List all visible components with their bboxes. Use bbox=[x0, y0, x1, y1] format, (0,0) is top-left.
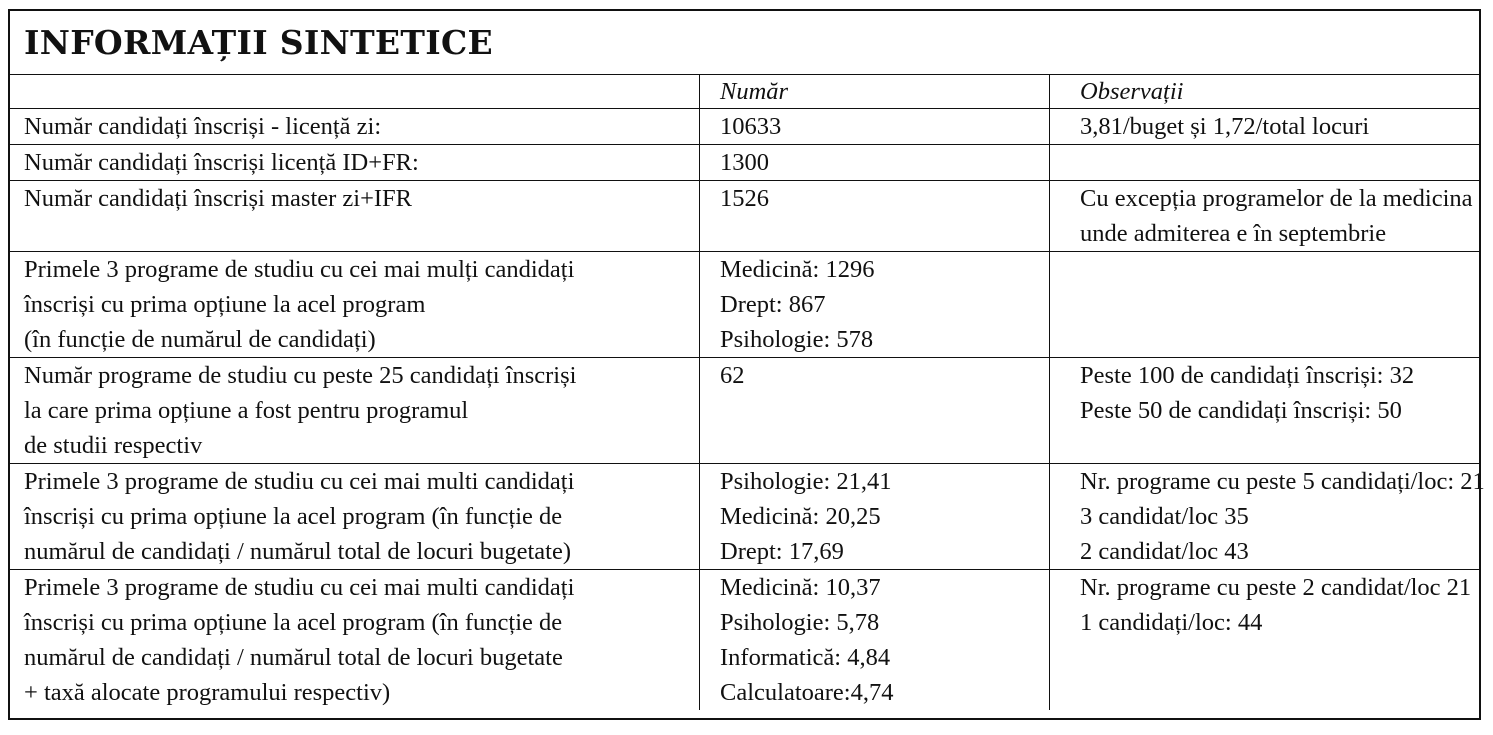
cell-line: 1300 bbox=[720, 149, 769, 176]
cell-line: Peste 100 de candidați înscriși: 32 bbox=[1080, 362, 1415, 389]
cell-line: Informatică: 4,84 bbox=[720, 644, 891, 671]
cell-line: 10633 bbox=[720, 113, 782, 140]
cell-number bbox=[700, 464, 1050, 570]
cell-label bbox=[10, 145, 700, 181]
cell-line: Cu excepția programelor de la medicina bbox=[1080, 185, 1473, 212]
cell-line: unde admiterea e în septembrie bbox=[1080, 220, 1387, 247]
cell-line: Drept: 867 bbox=[720, 291, 826, 318]
cell-observations bbox=[1050, 252, 1480, 358]
cell-line: Număr programe de studiu cu peste 25 candidați înscriși bbox=[24, 362, 577, 389]
cell-label bbox=[10, 464, 700, 570]
table-row bbox=[10, 109, 1479, 145]
table-header-row bbox=[10, 75, 1479, 109]
cell-line: numărul de candidați / numărul total de locuri bugetate) bbox=[24, 538, 571, 565]
synthetic-info-table bbox=[10, 75, 1485, 710]
cell-observations bbox=[1050, 109, 1480, 145]
header-cell-number: Număr bbox=[700, 75, 1050, 109]
cell-line: 1526 bbox=[720, 185, 769, 212]
cell-observations bbox=[1050, 145, 1480, 181]
cell-line: Primele 3 programe de studiu cu cei mai multi candidați bbox=[24, 468, 575, 495]
cell-line: Psihologie: 5,78 bbox=[720, 609, 880, 636]
cell-number bbox=[700, 252, 1050, 358]
cell-line: 2 candidat/loc 43 bbox=[1080, 538, 1249, 565]
header-cell-observations: Observații bbox=[1050, 75, 1480, 109]
cell-line: Nr. programe cu peste 2 candidat/loc 21 bbox=[1080, 574, 1472, 601]
cell-label bbox=[10, 570, 700, 711]
cell-number bbox=[700, 109, 1050, 145]
table-row bbox=[10, 252, 1479, 358]
table-row bbox=[10, 145, 1479, 181]
cell-label bbox=[10, 181, 700, 252]
cell-line: (în funcție de numărul de candidați) bbox=[24, 326, 376, 353]
cell-line: Psihologie: 21,41 bbox=[720, 468, 892, 495]
cell-line: Medicină: 1296 bbox=[720, 256, 875, 283]
cell-line: 3,81/buget și 1,72/total locuri bbox=[1080, 113, 1370, 140]
cell-label bbox=[10, 252, 700, 358]
cell-line: înscriși cu prima opțiune la acel program bbox=[24, 291, 426, 318]
cell-number bbox=[700, 358, 1050, 464]
cell-label bbox=[10, 109, 700, 145]
cell-line: Calculatoare:4,74 bbox=[720, 679, 894, 706]
cell-line: Psihologie: 578 bbox=[720, 326, 874, 353]
cell-number bbox=[700, 570, 1050, 711]
cell-line: 62 bbox=[720, 362, 745, 389]
cell-line: Medicină: 10,37 bbox=[720, 574, 881, 601]
table-row bbox=[10, 358, 1479, 464]
cell-observations bbox=[1050, 181, 1480, 252]
cell-line: Medicină: 20,25 bbox=[720, 503, 881, 530]
cell-line: Nr. programe cu peste 5 candidați/loc: 21 bbox=[1080, 468, 1485, 495]
cell-line: 1 candidați/loc: 44 bbox=[1080, 609, 1263, 636]
cell-line: Primele 3 programe de studiu cu cei mai mulți candidați bbox=[24, 256, 575, 283]
cell-number bbox=[700, 181, 1050, 252]
cell-line: + taxă alocate programului respectiv) bbox=[24, 679, 391, 706]
cell-line: numărul de candidați / numărul total de locuri bugetate bbox=[24, 644, 563, 671]
cell-observations bbox=[1050, 570, 1480, 711]
table-row bbox=[10, 181, 1479, 252]
cell-line: Număr candidați înscriși master zi+IFR bbox=[24, 185, 413, 212]
cell-line: Primele 3 programe de studiu cu cei mai multi candidați bbox=[24, 574, 575, 601]
cell-observations bbox=[1050, 464, 1485, 570]
cell-number bbox=[700, 145, 1050, 181]
table-row bbox=[10, 570, 1479, 711]
table-title: INFORMAȚII SINTETICE bbox=[10, 11, 1479, 75]
cell-line: Drept: 17,69 bbox=[720, 538, 844, 565]
cell-line: la care prima opțiune a fost pentru programul bbox=[24, 397, 469, 424]
cell-line: 3 candidat/loc 35 bbox=[1080, 503, 1249, 530]
synthetic-info-table-container bbox=[8, 9, 1485, 720]
cell-line: Peste 50 de candidați înscriși: 50 bbox=[1080, 397, 1402, 424]
header-cell-label bbox=[10, 75, 700, 109]
cell-observations bbox=[1050, 358, 1480, 464]
cell-line: Număr candidați înscriși - licență zi: bbox=[24, 113, 382, 140]
table-row bbox=[10, 464, 1479, 570]
cell-line: înscriși cu prima opțiune la acel program (în funcție de bbox=[24, 609, 563, 636]
cell-label bbox=[10, 358, 700, 464]
cell-line: înscriși cu prima opțiune la acel program (în funcție de bbox=[24, 503, 563, 530]
cell-line: Număr candidați înscriși licență ID+FR: bbox=[24, 149, 419, 176]
cell-line: de studii respectiv bbox=[24, 432, 203, 459]
